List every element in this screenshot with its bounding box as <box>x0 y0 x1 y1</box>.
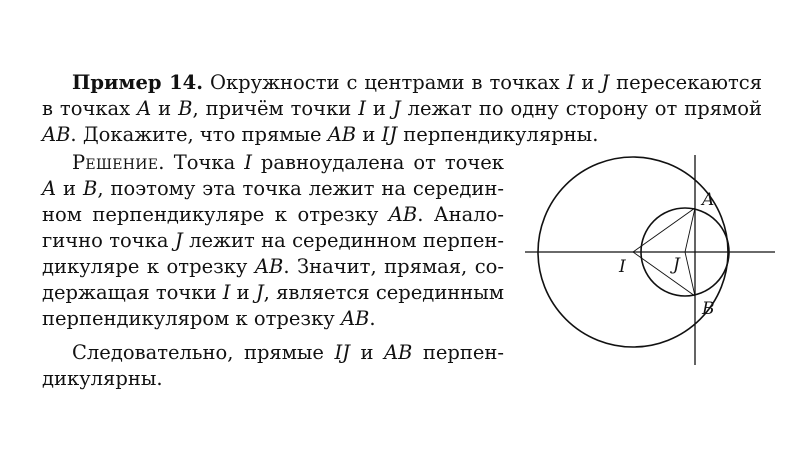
solution-line-3: ном перпендикуляре к отрезку AB. Анало- <box>42 203 505 226</box>
solution-heading: Решение. <box>72 151 165 174</box>
segment-i-b <box>633 252 695 296</box>
solution-line-7: перпендикуляром к отрезку AB. <box>42 307 376 330</box>
solution-line-8: Следовательно, прямые IJ и AB перпен- <box>72 341 504 364</box>
point-label-i: I <box>619 257 626 277</box>
point-label-j: J <box>673 255 680 275</box>
solution-line-4: гично точка J лежит на серединном перпен- <box>42 229 505 252</box>
problem-line-1: Пример 14. Окружности с центрами в точках I и J пересекаются <box>72 71 762 94</box>
solution-line-6: держащая точки I и J, является серединным <box>42 281 504 304</box>
solution-line-5: дикуляре к отрезку AB. Значит, прямая, со- <box>42 255 504 278</box>
solution-line-2: A и B, поэтому эта точка лежит на середин- <box>42 177 504 200</box>
segment-j-a <box>685 208 695 252</box>
segment-j-b <box>685 252 695 296</box>
problem-line-3: AB. Докажите, что прямые AB и IJ перпендикулярны. <box>42 123 599 146</box>
segment-i-a <box>633 208 695 252</box>
solution-line-1: Решение. Точка I равноудалена от точек <box>72 151 504 174</box>
problem-line-2: в точках A и B, причём точки I и J лежат по одну сторону от прямой <box>42 97 762 120</box>
point-label-a: A <box>702 190 715 210</box>
geometry-figure <box>520 150 780 370</box>
point-label-b: B <box>702 299 715 319</box>
solution-line-9: дикулярны. <box>42 367 163 390</box>
example-label: Пример 14. <box>72 71 203 94</box>
